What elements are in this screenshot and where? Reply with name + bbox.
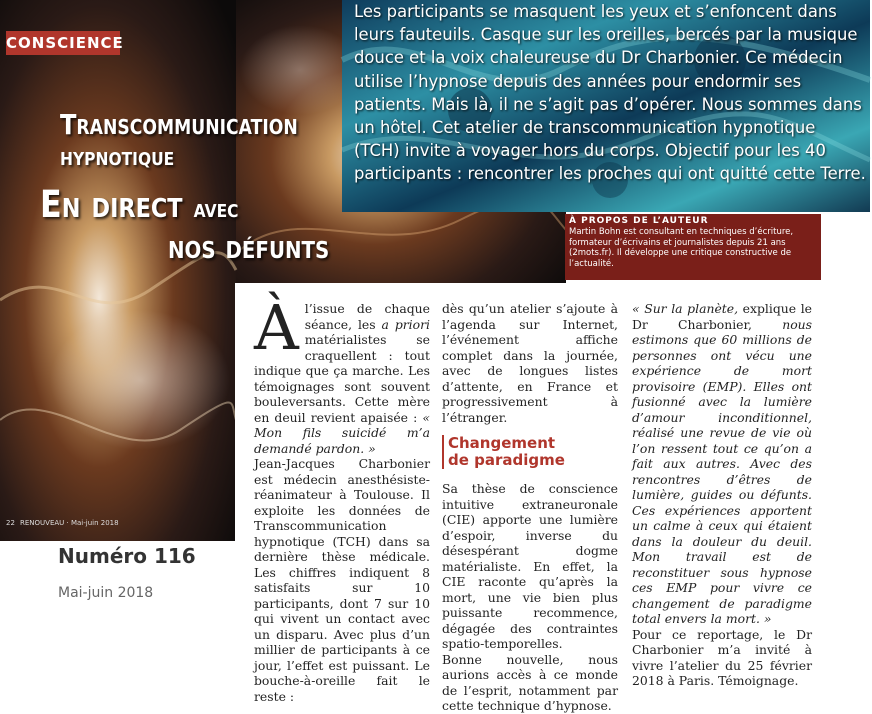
text-run: l’issue de chaque séance, les bbox=[304, 301, 430, 332]
text-run: matérialistes se craquellent : tout indique que ça marche. Les témoignages sont souvent bouleversants. Cette mère en deuil revient apaisée : bbox=[254, 332, 430, 425]
article-paragraph: Jean-Jacques Charbonier est médecin anesthésiste-réanimateur à Toulouse. Il exploite les données de Transcommunication hypnotique (TCH) dans sa dernière thèse médicale. Les chiffres indiquent 8 satisfaits sur 10 participants, dont 7 sur 10 qui vivent un contact avec un disparu. Avec plus d’un millier de participants à ce jour, l’effet est puissant. Le bouche-à-oreille fait le reste : bbox=[254, 456, 430, 704]
quote: « Sur la planète, bbox=[632, 301, 739, 316]
quote: nous estimons que 60 millions de personnes ont vécu une expérience de mort provisoire (EMP). Elles ont fusionné avec la lumière d’amour inconditionnel, réalisé une revue de vie où l’on ressent tout ce qu’on a fait aux autres. Avec des rencontres d’êtres de lumière, guides ou défunts. Ces expériences apportent un calme à ceux qui étaient dans la douleur du deuil. Mon travail est de reconstituer sous hypnose ces EMP pour vivre ce changement de paradigme total envers la mort. » bbox=[632, 316, 812, 626]
about-author-title: À PROPOS DE L’AUTEUR bbox=[569, 216, 709, 226]
section-subheading bbox=[442, 435, 618, 469]
article-paragraph: Bonne nouvelle, nous aurions accès à ce monde de l’esprit, notamment par cette technique d’hypnose. bbox=[442, 651, 618, 713]
article-column-3 bbox=[632, 301, 812, 689]
headline-line-1: Transcommunication bbox=[60, 108, 298, 141]
article-paragraph: Sa thèse de conscience intuitive extraneuronale (CIE) apporte une lumière d’espoir, inverse du désespérant dogme matérialiste. En effet, la CIE raconte qu’après la mort, une vie bien plus puissante recommence, dégagée des contraintes spatio-temporelles. bbox=[442, 481, 618, 651]
article-paragraph: dès qu’un atelier s’ajoute à l’agenda sur Internet, l’événement affiche complet dans la journée, avec de longues listes d’attente, en France et progressivement à l’étranger. bbox=[442, 301, 618, 425]
about-author-body: Martin Bohn est consultant en techniques d’écriture, formateur d’écrivains et journalistes depuis 21 ans (2mots.fr). Il développe une critique constructive de l’actualité. bbox=[569, 227, 794, 269]
article-paragraph bbox=[254, 291, 430, 456]
text-run-italic: a priori bbox=[381, 316, 430, 332]
section-tag: CONSCIENCE bbox=[6, 31, 120, 55]
article-column-2 bbox=[442, 301, 618, 714]
quote: « Mon fils suicidé m’a demandé pardon. » bbox=[254, 409, 430, 456]
text-run: explique le Dr Charbonier, bbox=[632, 301, 812, 332]
intro-paragraph: Les participants se masquent les yeux et s’enfoncent dans leurs fauteuils. Casque sur les oreilles, bercés par la musique douce et la voix chaleureuse du Dr Charbonier. Ce médecin utilise l’hypnose depuis des années pour endormir ses patients. Mais là, il ne s’agit pas d’opérer. Nous sommes dans un hôtel. Cet atelier de transcommunication hypnotique (TCH) invite à voyager hors du corps. Objectif pour les 40 participants : rencontrer les proches qui ont quitté cette Terre. bbox=[354, 2, 866, 184]
drop-cap: À bbox=[254, 291, 299, 364]
headline-line-3-main: En direct bbox=[40, 183, 183, 226]
about-author-box bbox=[565, 214, 821, 280]
subheading-line-1: Changement bbox=[448, 434, 556, 452]
article-paragraph: Pour ce reportage, le Dr Charbonier m’a invité à vivre l’atelier du 25 février 2018 à Paris. Témoignage. bbox=[632, 626, 812, 688]
headline-line-4: nos défunts bbox=[168, 227, 330, 266]
article-column-1 bbox=[254, 291, 430, 704]
subheading-line-2: de paradigme bbox=[448, 451, 565, 469]
headline-line-3-small: avec bbox=[193, 194, 239, 223]
headline-line-3 bbox=[40, 183, 239, 226]
issue-date: Mai-juin 2018 bbox=[58, 585, 154, 601]
page-running-footer: RENOUVEAU · Mai-juin 2018 bbox=[20, 519, 119, 527]
article-paragraph bbox=[632, 301, 812, 627]
issue-number: Numéro 116 bbox=[58, 544, 196, 568]
headline-line-2: hypnotique bbox=[60, 142, 175, 171]
page-number: 22 bbox=[6, 519, 15, 527]
